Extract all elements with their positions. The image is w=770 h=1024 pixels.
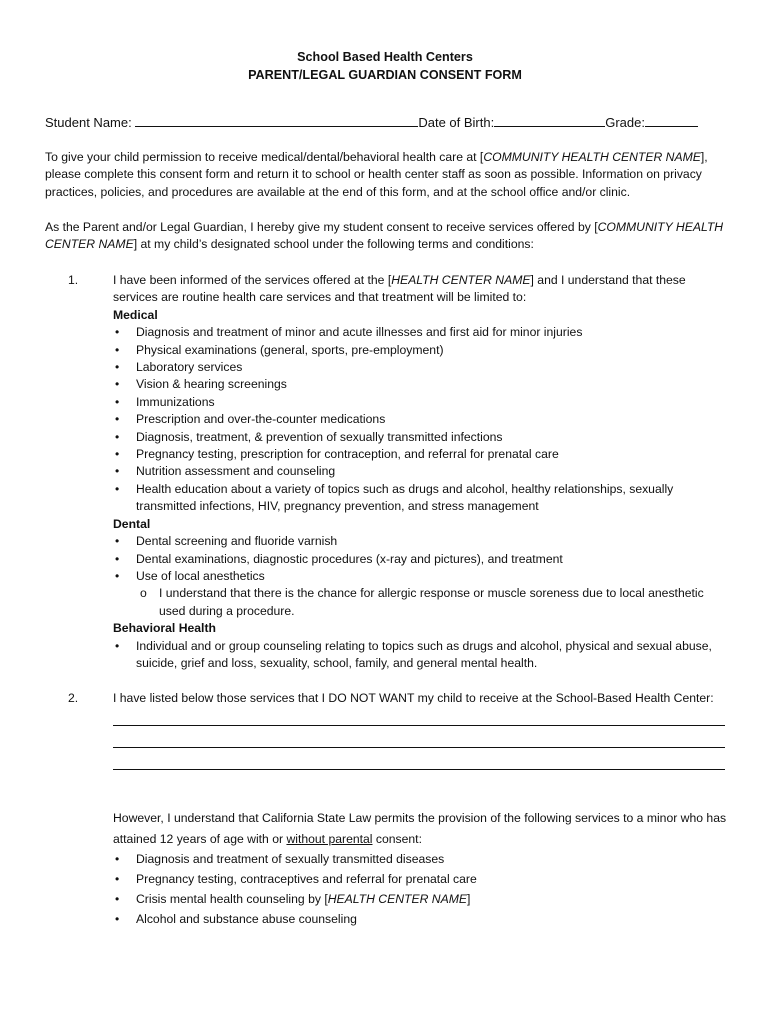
community-center-placeholder-2: COMMUNITY HEALTH CENTER NAME	[45, 220, 724, 252]
minor-consent-text	[113, 808, 733, 849]
item-1-text-start: I have been informed of the services offered at the [	[113, 273, 392, 287]
behavioral-heading: Behavioral Health	[113, 621, 216, 636]
list-item: • Health education about a variety of topics such as drugs and alcohol, healthy relationships, sexually transmitted infections, HIV, pregnancy prevention, and stress management	[113, 481, 733, 516]
list-item: • Laboratory services	[113, 359, 733, 376]
list-item: • Diagnosis and treatment of sexually transmitted diseases	[113, 849, 733, 869]
dental-sub-list	[136, 585, 733, 620]
form-subtitle: PARENT/LEGAL GUARDIAN CONSENT FORM	[248, 68, 522, 82]
item-1-intro	[113, 272, 733, 307]
intro-text-start: To give your child permission to receive medical/dental/behavioral health care at [	[45, 150, 484, 164]
grade-field[interactable]	[645, 113, 698, 127]
student-name-field[interactable]	[135, 113, 418, 127]
list-item: • Dental screening and fluoride varnish	[113, 533, 733, 550]
crisis-text-end: ]	[467, 892, 471, 906]
item-2-opt-out	[113, 690, 733, 770]
underlined-phrase: without parental	[286, 831, 373, 846]
item-1-services	[113, 272, 733, 672]
list-item: • Diagnosis, treatment, & prevention of sexually transmitted infections	[113, 429, 733, 446]
item-2-text: I have listed below those services that I DO NOT WANT my child to receive at the School-Based Health Center:	[113, 691, 714, 705]
list-item: • Alcohol and substance abuse counseling	[113, 909, 733, 929]
medical-heading: Medical	[113, 307, 158, 322]
student-info-row	[45, 113, 725, 131]
list-item: • Vision & hearing screenings	[113, 376, 733, 393]
opt-out-line-3[interactable]	[113, 748, 725, 770]
list-item: • Individual and or group counseling relating to topics such as drugs and alcohol, physical and sexual abuse, suicide, grief and loss, sexuality, school, family, and general mental health.	[113, 638, 733, 673]
grade-label: Grade:	[605, 115, 645, 130]
list-item: • Dental examinations, diagnostic procedures (x-ray and pictures), and treatment	[113, 551, 733, 568]
sub-bullet-marker: o	[140, 586, 147, 601]
minor-consent-section	[113, 808, 733, 929]
intro-text-end: ], please complete this consent form and return it to school or health center staff as soon as possible. Information on privacy practices, policies, and procedures are available at the end of this form, and at the school office and/or clinic.	[45, 150, 708, 199]
student-name-label: Student Name:	[45, 115, 132, 130]
opt-out-line-2[interactable]	[113, 726, 725, 748]
guardian-text-start: As the Parent and/or Legal Guardian, I hereby give my student consent to receive services offered by [	[45, 220, 598, 234]
date-of-birth-label: Date of Birth:	[418, 115, 495, 130]
list-item: • Physical examinations (general, sports, pre-employment)	[113, 342, 733, 359]
item-2-number: 2.	[68, 691, 79, 705]
crisis-text-start: Crisis mental health counseling by [	[136, 892, 328, 906]
sub-list-item	[136, 585, 733, 620]
health-center-placeholder-2: HEALTH CENTER NAME	[327, 892, 467, 906]
behavioral-list	[113, 638, 733, 673]
community-center-placeholder: COMMUNITY HEALTH CENTER NAME	[483, 150, 701, 164]
health-center-placeholder: HEALTH CENTER NAME	[391, 273, 531, 287]
list-item: • Diagnosis and treatment of minor and acute illnesses and first aid for minor injuries	[113, 324, 733, 341]
intro-paragraph	[45, 149, 733, 201]
list-item: • Nutrition assessment and counseling	[113, 463, 733, 480]
list-item-text: • Use of local anesthetics	[136, 568, 265, 583]
minor-services-list	[113, 849, 733, 929]
guardian-text-end: ] at my child’s designated school under the following terms and conditions:	[133, 237, 534, 252]
dental-list	[113, 533, 733, 620]
list-item: • Prescription and over-the-counter medications	[113, 411, 733, 428]
list-item: • Pregnancy testing, contraceptives and referral for prenatal care	[113, 869, 733, 889]
minor-text-end: consent:	[372, 831, 422, 846]
item-1-text-end: ] and I understand that these services are routine health care services and that treatment will be limited to:	[113, 273, 686, 305]
item-1-number: 1.	[68, 273, 79, 287]
sub-list-item-text: I understand that there is the chance for allergic response or muscle soreness due to local anesthetic used during a procedure.	[159, 586, 704, 618]
list-item: • Pregnancy testing, prescription for contraception, and referral for prenatal care	[113, 446, 733, 463]
dental-heading: Dental	[113, 516, 151, 531]
minor-text-start: However, I understand that California State Law permits the provision of the following services to a minor who has attained 12 years of age with or	[113, 811, 727, 846]
date-of-birth-field[interactable]	[494, 113, 605, 127]
guardian-statement	[45, 219, 733, 254]
list-item	[113, 889, 733, 909]
opt-out-line-1[interactable]	[113, 704, 725, 726]
list-item	[113, 568, 733, 620]
list-item: • Immunizations	[113, 394, 733, 411]
form-title: School Based Health Centers	[297, 50, 473, 64]
medical-list	[113, 324, 733, 515]
